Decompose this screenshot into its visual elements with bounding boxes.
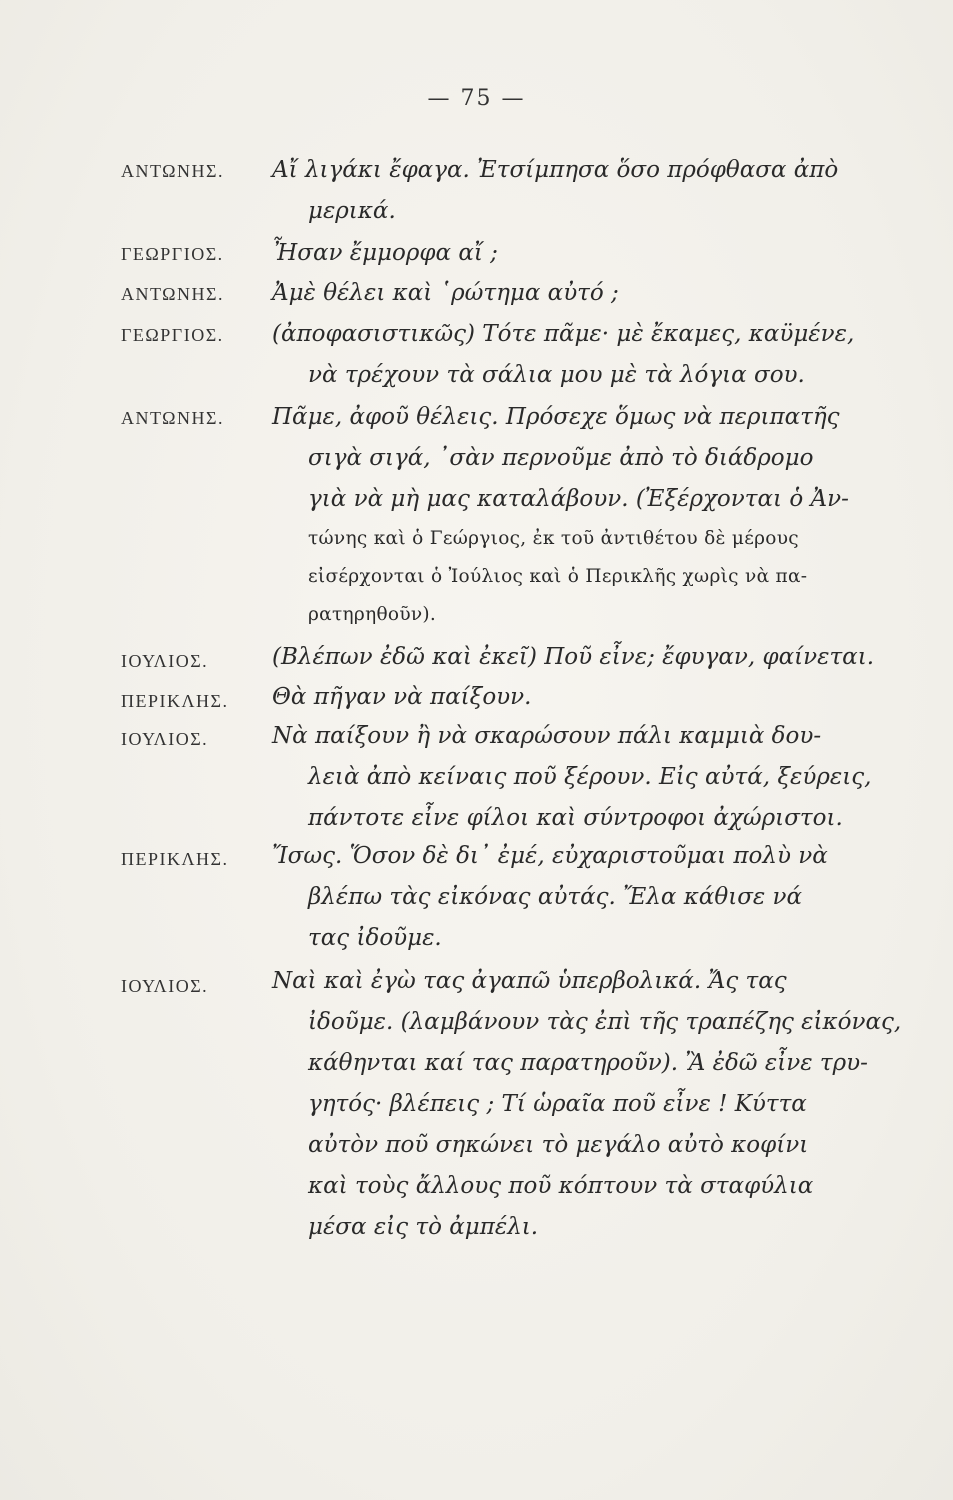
page-number: — 75 —	[427, 86, 526, 111]
speech-line: Ἴσως. Ὅσον δὲ δι᾽ ἐμέ, εὐχαριστοῦμαι πολὺ νὰ	[272, 843, 828, 869]
speech-continuation: νὰ τρέχουν τὰ σάλια μου μὲ τὰ λόγια σου.	[308, 362, 805, 388]
speech-line: Ἦσαν ἔμμορφα αἴ ;	[272, 240, 498, 266]
speech	[272, 637, 912, 678]
speech	[272, 150, 912, 232]
speech	[272, 836, 912, 959]
speech	[272, 716, 912, 839]
speaker-name: ΠΕΡΙΚΛΗΣ.	[121, 849, 229, 869]
speech	[272, 273, 912, 314]
speech-line: (Βλέπων ἐδῶ καὶ ἐκεῖ) Ποῦ εἶνε; ἔφυγαν, φαίνεται.	[272, 644, 875, 670]
speaker-name: ΙΟΥΛΙΟΣ.	[121, 729, 209, 749]
speaker-name: ΙΟΥΛΙΟΣ.	[121, 976, 209, 996]
speaker-name: ΙΟΥΛΙΟΣ.	[121, 651, 209, 671]
speech-line: Ναὶ καὶ ἐγὼ τας ἀγαπῶ ὑπερβολικά. Ἄς τας	[272, 968, 787, 994]
speaker-name: ΓΕΩΡΓΙΟΣ.	[121, 325, 224, 345]
speech-line: Αἴ λιγάκι ἔφαγα. Ἐτσίμπησα ὅσο πρόφθασα ἀπὸ	[272, 157, 839, 183]
speech-line: Πᾶμε, ἀφοῦ θέλεις. Πρόσεχε ὅμως νὰ περιπατῆς	[272, 404, 840, 430]
speech-line: Θὰ πῆγαν νὰ παίξουν.	[272, 684, 532, 710]
speech-continuation: γητός· βλέπεις ; Τί ὡραῖα ποῦ εἶνε ! Κύττα	[308, 1091, 807, 1117]
speech-continuation: ἰδοῦμε. (λαμβάνουν τὰς ἐπὶ τῆς τραπέζης εἰκόνας,	[308, 1009, 902, 1035]
speech-continuation: καὶ τοὺς ἄλλους ποῦ κόπτουν τὰ σταφύλια	[308, 1173, 814, 1199]
speech	[272, 397, 912, 634]
speech-continuation: κάθηνται καί τας παρατηροῦν). Ἂ ἐδῶ εἶνε τρυ-	[308, 1050, 868, 1076]
speech	[272, 314, 912, 396]
speech-continuation: γιὰ νὰ μὴ μας καταλάβουν. (Ἐξέρχονται ὁ Ἀν-	[308, 486, 849, 512]
speech-line: Ἀμὲ θέλει καὶ ῾ρώτημα αὐτό ;	[272, 280, 619, 306]
stage-direction: ρατηρηθοῦν).	[308, 604, 437, 625]
speech-continuation: τας ἰδοῦμε.	[308, 925, 442, 951]
speech-line: (ἀποφασιστικῶς) Τότε πᾶμε· μὲ ἔκαμες, καϋμένε,	[272, 321, 855, 347]
speaker-name: ΑΝΤΩΝΗΣ.	[121, 408, 225, 428]
speech-continuation: λειὰ ἀπὸ κείναις ποῦ ξέρουν. Εἰς αὐτά, ξεύρεις,	[308, 764, 872, 790]
speech-continuation: πάντοτε εἶνε φίλοι καὶ σύντροφοι ἀχώριστοι.	[308, 805, 843, 831]
speaker-name: ΠΕΡΙΚΛΗΣ.	[121, 691, 229, 711]
speech-continuation: μέσα εἰς τὸ ἀμπέλι.	[308, 1214, 539, 1240]
speech-line: Νὰ παίξουν ἢ νὰ σκαρώσουν πάλι καμμιὰ δου-	[272, 723, 822, 749]
speech	[272, 677, 912, 718]
speech-continuation: σιγὰ σιγά, ᾽σὰν περνοῦμε ἀπὸ τὸ διάδρομο	[308, 445, 814, 471]
speech-continuation: μερικά.	[308, 198, 396, 224]
speech-continuation: αὐτὸν ποῦ σηκώνει τὸ μεγάλο αὐτὸ κοφίνι	[308, 1132, 809, 1158]
speech	[272, 961, 912, 1248]
speech	[272, 233, 912, 274]
speaker-name: ΓΕΩΡΓΙΟΣ.	[121, 244, 224, 264]
stage-direction: εἰσέρχονται ὁ Ἰούλιος καὶ ὁ Περικλῆς χωρὶς νὰ πα-	[308, 566, 808, 587]
speaker-name: ΑΝΤΩΝΗΣ.	[121, 161, 225, 181]
speech-continuation: βλέπω τὰς εἰκόνας αὐτάς. Ἔλα κάθισε νά	[308, 884, 803, 910]
stage-direction: τώνης καὶ ὁ Γεώργιος, ἐκ τοῦ ἀντιθέτου δὲ μέρους	[308, 528, 799, 549]
speaker-name: ΑΝΤΩΝΗΣ.	[121, 284, 225, 304]
